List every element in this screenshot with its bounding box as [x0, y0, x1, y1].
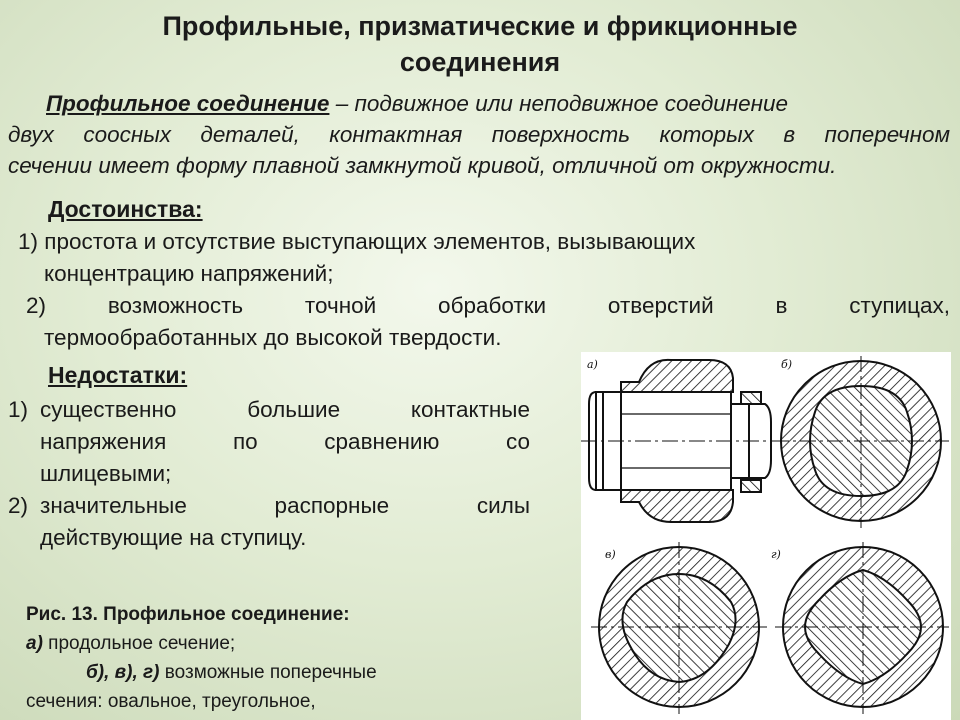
triangular-cross-section — [591, 542, 767, 714]
definition-paragraph — [8, 88, 950, 181]
definition-line-1: подвижное или неподвижное соединение — [354, 91, 789, 116]
list-item: 1) существенно большие контактные напряжения по сравнению со шлицевыми; — [8, 397, 530, 486]
list-item: 1) простота и отсутствие выступающих элементов, вызывающих концентрацию напряжений; — [18, 229, 696, 286]
label-v: в) — [605, 548, 616, 561]
figure-drawing — [581, 352, 951, 720]
caption-letters-bvg: б), в), г) — [86, 662, 160, 683]
advantages-list — [18, 226, 950, 354]
label-a: а) — [587, 358, 598, 371]
title-line-2: соединения — [399, 47, 561, 77]
caption-title: Рис. 13. Профильное соединение: — [26, 604, 350, 625]
list-item: 2) возможность точной обработки отверстий в ступицах, термообработанных до высокой твердости. — [26, 293, 950, 350]
definition-dash: – — [329, 91, 355, 116]
caption-text-bvg: возможные поперечные — [159, 662, 377, 683]
oval-cross-section — [773, 356, 949, 528]
list-item: 2) значительные распорные силы действующие на ступицу. — [8, 493, 530, 550]
disadvantages-heading: Недостатки: — [48, 362, 188, 388]
disadvantages-list — [8, 394, 530, 554]
advantages-heading: Достоинства: — [48, 196, 203, 222]
definition-term: Профильное соединение — [46, 91, 330, 116]
label-g: г) — [771, 548, 781, 561]
label-b: б) — [781, 358, 793, 371]
title-line-1: Профильные, призматические и фрикционные — [162, 11, 798, 41]
square-cross-section — [775, 542, 949, 714]
figure-caption — [26, 600, 466, 716]
profile-joint-figure — [581, 352, 951, 720]
caption-letter-a: а) — [26, 633, 43, 654]
page-title — [0, 8, 960, 80]
longitudinal-section — [581, 360, 791, 522]
definition-line-3: сечении имеет форму плавной замкнутой кривой, отличной от окружности. — [8, 153, 837, 178]
caption-line-3: сечения: овальное, треугольное, — [26, 691, 316, 712]
caption-text-a: продольное сечение; — [42, 633, 236, 654]
definition-line-2: двух соосных деталей, контактная поверхность которых в поперечном — [8, 122, 950, 147]
